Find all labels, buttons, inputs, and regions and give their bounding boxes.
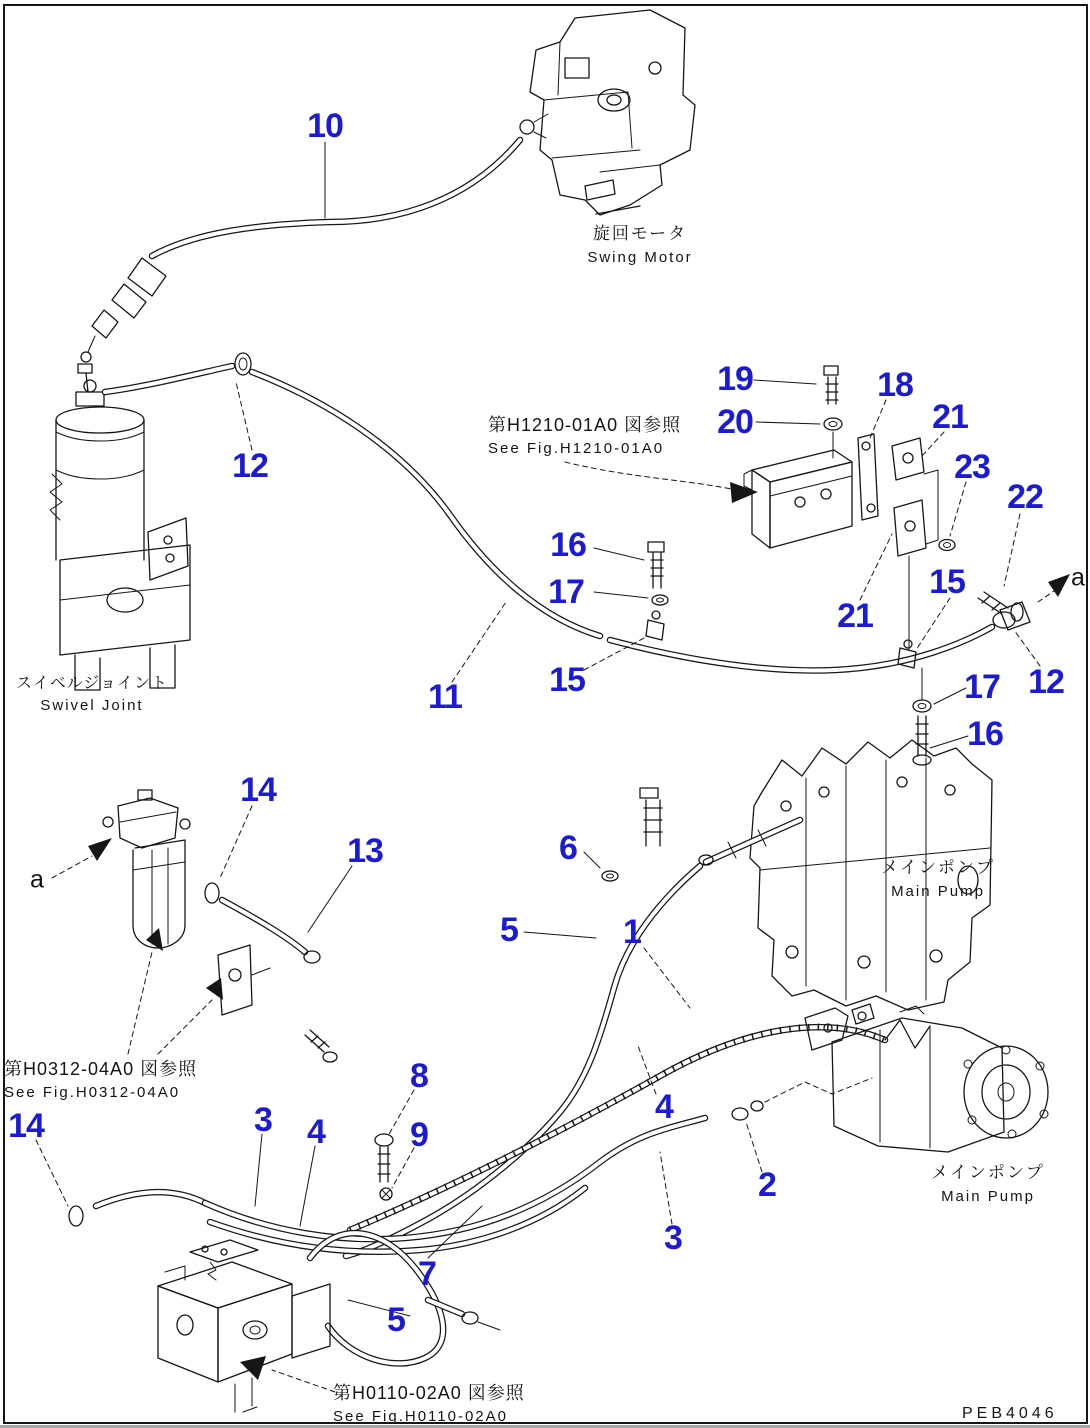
callout-14-filter: 14 xyxy=(240,771,276,809)
ref-h0312-en: See Fig.H0312-04A0 xyxy=(4,1084,181,1102)
main-pump-upper-label-en: Main Pump xyxy=(891,882,985,900)
bolt-16-washer-17-center xyxy=(648,542,668,605)
view-a-right-arrow xyxy=(1048,574,1070,597)
callout-12-left: 12 xyxy=(232,447,268,485)
main-pump-upper-label xyxy=(858,856,1018,902)
callout-17-right: 17 xyxy=(964,668,1000,706)
valve-drawing xyxy=(158,1240,330,1412)
callout-4-left: 4 xyxy=(307,1113,325,1151)
ref-h0110 xyxy=(333,1380,525,1427)
view-a-left-arrow xyxy=(88,838,112,861)
callout-2: 2 xyxy=(758,1166,776,1204)
ref-h1210-en: See Fig.H1210-01A0 xyxy=(488,440,665,458)
bolt-8-washer-9 xyxy=(375,1134,393,1200)
view-marker-a-right: a xyxy=(1071,563,1085,592)
callout-18: 18 xyxy=(877,366,913,404)
swivel-joint-label-jp: スイベルジョイント xyxy=(16,675,168,692)
filter-drawing xyxy=(103,790,337,1062)
callout-13: 13 xyxy=(347,832,383,870)
callout-14-bottom: 14 xyxy=(8,1107,44,1145)
ref-arrow-h0110 xyxy=(240,1356,266,1380)
callout-12-right: 12 xyxy=(1028,663,1064,701)
callout-16-center: 16 xyxy=(550,526,586,564)
swing-motor-label-jp: 旋回モータ xyxy=(592,224,688,243)
main-pump-lower-label-jp: メインポンプ xyxy=(931,1163,1045,1182)
swing-motor-label xyxy=(555,222,725,268)
main-pump-upper-label-jp: メインポンプ xyxy=(881,858,995,877)
view-marker-a-left: a xyxy=(30,865,44,894)
callout-10: 10 xyxy=(307,107,343,145)
callout-23: 23 xyxy=(954,448,990,486)
callout-21-lower: 21 xyxy=(837,597,873,635)
hose-10 xyxy=(78,140,520,392)
hose-3-4-left xyxy=(69,1078,872,1252)
swivel-joint-label xyxy=(6,672,178,716)
callout-6: 6 xyxy=(559,829,577,867)
callout-19: 19 xyxy=(717,360,753,398)
ref-h0312-jp: 第H0312-04A0 図参照 xyxy=(4,1059,198,1079)
callout-15-right: 15 xyxy=(929,563,965,601)
callout-21-upper: 21 xyxy=(932,398,968,436)
callout-5-bottom: 5 xyxy=(387,1301,405,1339)
callout-3-left: 3 xyxy=(254,1101,272,1139)
ref-h0110-en: See Fig.H0110-02A0 xyxy=(333,1408,508,1426)
callout-5-center: 5 xyxy=(500,911,518,949)
swivel-joint-label-en: Swivel Joint xyxy=(40,697,144,715)
callout-17-center: 17 xyxy=(548,573,584,611)
swing-motor-label-en: Swing Motor xyxy=(587,248,693,266)
swing-motor-drawing xyxy=(520,10,695,215)
ref-h0312 xyxy=(4,1056,197,1103)
drawing-code: PEB4046 xyxy=(962,1405,1058,1422)
callout-15-center: 15 xyxy=(549,661,585,699)
callout-1: 1 xyxy=(623,913,641,951)
callout-8: 8 xyxy=(410,1057,428,1095)
callout-3-lower: 3 xyxy=(664,1219,682,1257)
callout-11: 11 xyxy=(428,678,462,716)
main-pump-lower-label-en: Main Pump xyxy=(941,1187,1035,1205)
swivel-joint-drawing xyxy=(50,353,251,690)
callout-22: 22 xyxy=(1007,478,1043,516)
callout-9: 9 xyxy=(410,1116,428,1154)
ref-arrow-h0312-b xyxy=(206,978,223,1000)
main-pump-lower-label xyxy=(908,1161,1068,1207)
callout-7: 7 xyxy=(418,1255,436,1293)
callout-16-right: 16 xyxy=(967,715,1003,753)
callout-4-right: 4 xyxy=(655,1088,673,1126)
callout-20: 20 xyxy=(717,403,753,441)
ref-h1210 xyxy=(488,412,681,459)
ref-h0110-jp: 第H0110-02A0 図参照 xyxy=(333,1383,525,1403)
ref-h1210-jp: 第H1210-01A0 図参照 xyxy=(488,415,682,435)
